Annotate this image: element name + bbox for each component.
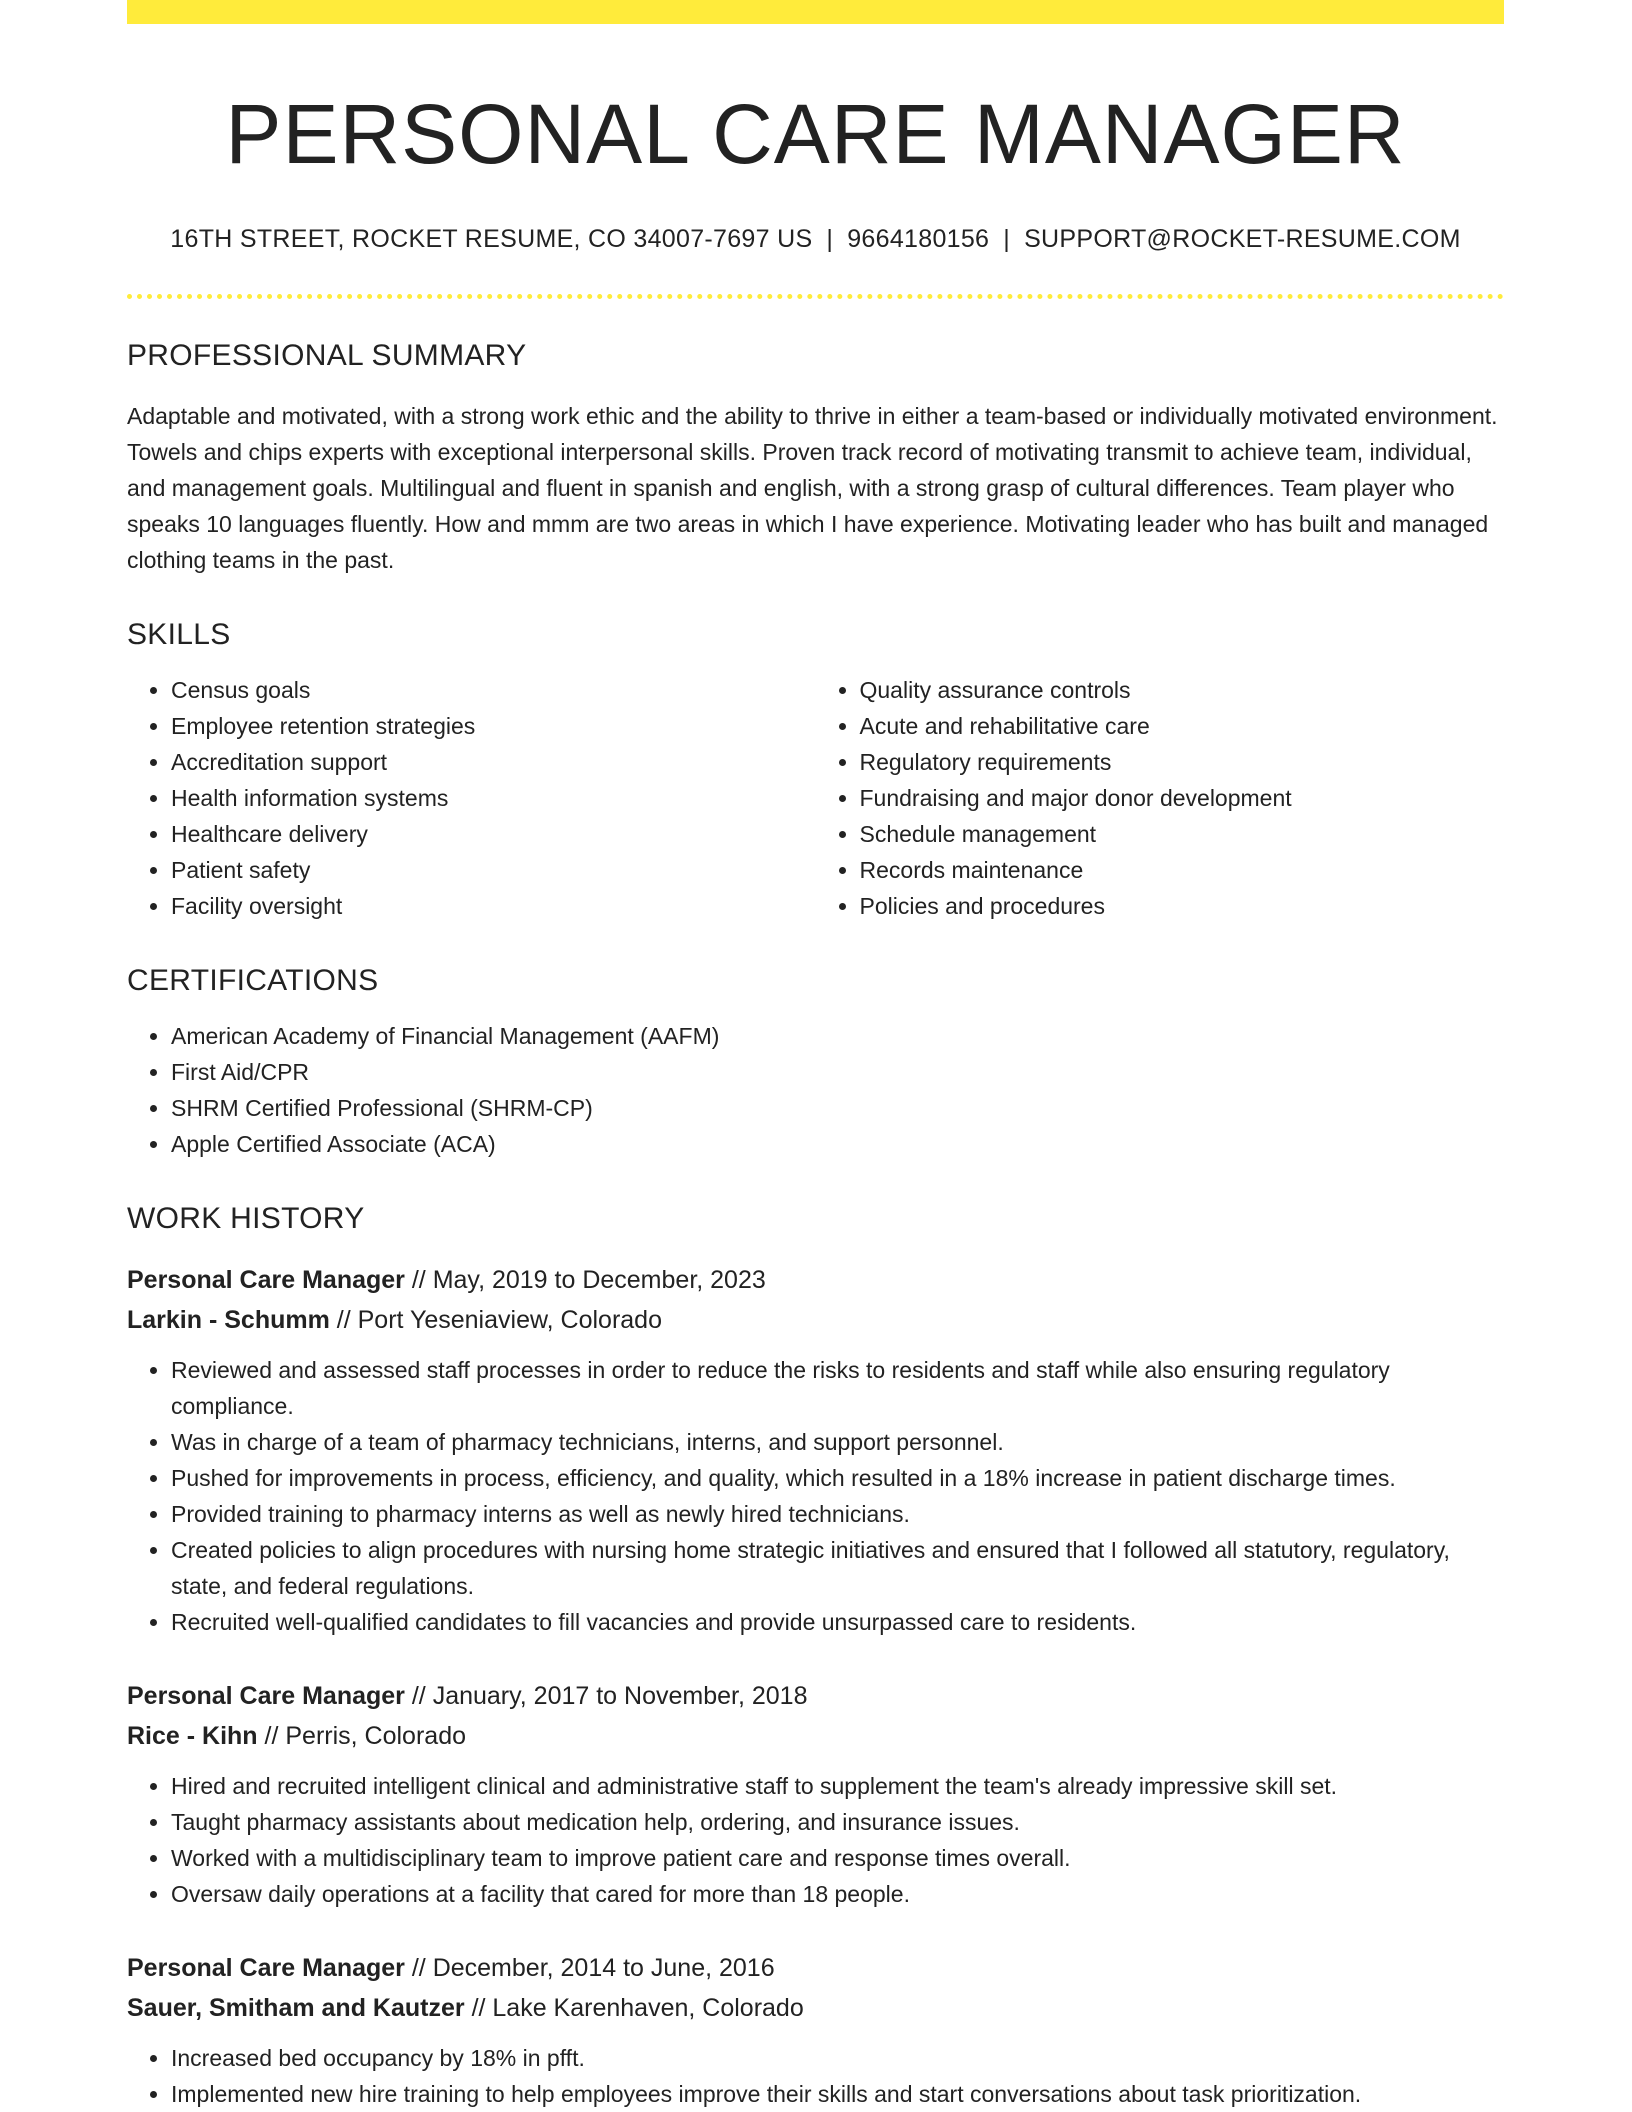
contact-email: SUPPORT@ROCKET-RESUME.COM	[1024, 224, 1461, 253]
job-bullet: • Was in charge of a team of pharmacy technicians, interns, and support personnel.	[171, 1424, 1504, 1460]
work-history-section	[127, 1202, 1504, 2112]
jobs-container	[127, 1260, 1504, 2112]
list-item: • Quality assurance controls	[860, 672, 1505, 708]
resume-page	[127, 0, 1504, 2112]
job-bullet: • Hired and recruited intelligent clinical and administrative staff to supplement the team's already impressive skill set.	[171, 1768, 1504, 1804]
list-item: • Apple Certified Associate (ACA)	[171, 1126, 1504, 1162]
list-item: • Healthcare delivery	[171, 816, 816, 852]
job-bullet: • Oversaw daily operations at a facility that cared for more than 18 people.	[171, 1876, 1504, 1912]
skills-grid	[127, 672, 1504, 924]
list-item: • Schedule management	[860, 816, 1505, 852]
job-location: // Lake Karenhaven, Colorado	[471, 1993, 804, 2022]
job-bullet: • Increased bed occupancy by 18% in pfft.	[171, 2040, 1504, 2076]
contact-phone: 9664180156	[847, 224, 990, 253]
job-bullet: • Reviewed and assessed staff processes in order to reduce the risks to residents and staff while also ensuring regulatory compliance.	[171, 1352, 1504, 1424]
job-dates: // May, 2019 to December, 2023	[411, 1265, 766, 1294]
list-item: • Facility oversight	[171, 888, 816, 924]
skills-heading: SKILLS	[127, 617, 231, 651]
job-company-line	[127, 1300, 1504, 1340]
job-title-line	[127, 1948, 1504, 1988]
summary-section	[127, 339, 1504, 578]
job-entry	[127, 1948, 1504, 2112]
summary-text: Adaptable and motivated, with a strong work ethic and the ability to thrive in either a team-based or individually motivated environment. Towels and chips experts with exceptional interpersonal skills. Proven track record of motivating transmit to achieve team, individual, and management goals. Multilingual and fluent in spanish and english, with a strong grasp of cultural differences. Team player who speaks 10 languages fluently. How and mmm are two areas in which I have experience. Motivating leader who has built and managed clothing teams in the past.	[127, 402, 1498, 573]
job-location: // Perris, Colorado	[264, 1721, 466, 1750]
list-item: • Employee retention strategies	[171, 708, 816, 744]
job-bullet: • Recruited well-qualified candidates to fill vacancies and provide unsurpassed care to residents.	[171, 1604, 1504, 1640]
list-item: • Regulatory requirements	[860, 744, 1505, 780]
job-title: Personal Care Manager	[127, 1265, 405, 1294]
contact-separator: |	[1003, 224, 1011, 253]
list-item: • Records maintenance	[860, 852, 1505, 888]
job-title-line	[127, 1260, 1504, 1300]
list-item: • Patient safety	[171, 852, 816, 888]
list-item: • Policies and procedures	[860, 888, 1505, 924]
job-company-line	[127, 1716, 1504, 1756]
work-history-heading: WORK HISTORY	[127, 1201, 365, 1235]
accent-top-bar	[127, 0, 1504, 24]
list-item: • American Academy of Financial Management (AAFM)	[171, 1018, 1504, 1054]
job-title-line	[127, 1676, 1504, 1716]
certifications-list	[127, 1018, 1504, 1162]
contact-separator: |	[826, 224, 834, 253]
summary-heading: PROFESSIONAL SUMMARY	[127, 338, 527, 372]
job-bullet: • Created policies to align procedures with nursing home strategic initiatives and ensured that I followed all statutory, regulatory, state, and federal regulations.	[171, 1532, 1504, 1604]
job-bullets	[127, 1352, 1504, 1640]
certifications-section	[127, 964, 1504, 1162]
job-bullet: • Worked with a multidisciplinary team to improve patient care and response times overall.	[171, 1840, 1504, 1876]
job-bullet: • Taught pharmacy assistants about medication help, ordering, and insurance issues.	[171, 1804, 1504, 1840]
job-bullet: • Provided training to pharmacy interns as well as newly hired technicians.	[171, 1496, 1504, 1532]
skills-left-list	[127, 672, 816, 924]
list-item: • Fundraising and major donor development	[860, 780, 1505, 816]
list-item: • Census goals	[171, 672, 816, 708]
list-item: • First Aid/CPR	[171, 1054, 1504, 1090]
job-company: Rice - Kihn	[127, 1721, 258, 1750]
list-item: • SHRM Certified Professional (SHRM-CP)	[171, 1090, 1504, 1126]
job-bullet: • Implemented new hire training to help employees improve their skills and start conversations about task prioritization.	[171, 2076, 1504, 2112]
job-title: Personal Care Manager	[127, 1681, 405, 1710]
job-location: // Port Yeseniaview, Colorado	[336, 1305, 662, 1334]
job-title: Personal Care Manager	[127, 1953, 405, 1982]
skills-section	[127, 618, 1504, 924]
job-dates: // December, 2014 to June, 2016	[411, 1953, 775, 1982]
contact-address: 16TH STREET, ROCKET RESUME, CO 34007-7697 US	[170, 224, 813, 253]
job-entry	[127, 1260, 1504, 1640]
dotted-divider	[127, 294, 1504, 299]
job-dates: // January, 2017 to November, 2018	[411, 1681, 808, 1710]
job-company: Larkin - Schumm	[127, 1305, 330, 1334]
job-company-line	[127, 1988, 1504, 2028]
skills-right-list	[816, 672, 1505, 924]
job-company: Sauer, Smitham and Kautzer	[127, 1993, 465, 2022]
contact-line	[127, 225, 1504, 254]
list-item: • Accreditation support	[171, 744, 816, 780]
job-entry	[127, 1676, 1504, 1912]
list-item: • Acute and rehabilitative care	[860, 708, 1505, 744]
resume-name: PERSONAL CARE MANAGER	[225, 87, 1406, 181]
job-bullets	[127, 2040, 1504, 2112]
job-bullets	[127, 1768, 1504, 1912]
list-item: • Health information systems	[171, 780, 816, 816]
certifications-heading: CERTIFICATIONS	[127, 963, 379, 997]
job-bullet: • Pushed for improvements in process, efficiency, and quality, which resulted in a 18% increase in patient discharge times.	[171, 1460, 1504, 1496]
